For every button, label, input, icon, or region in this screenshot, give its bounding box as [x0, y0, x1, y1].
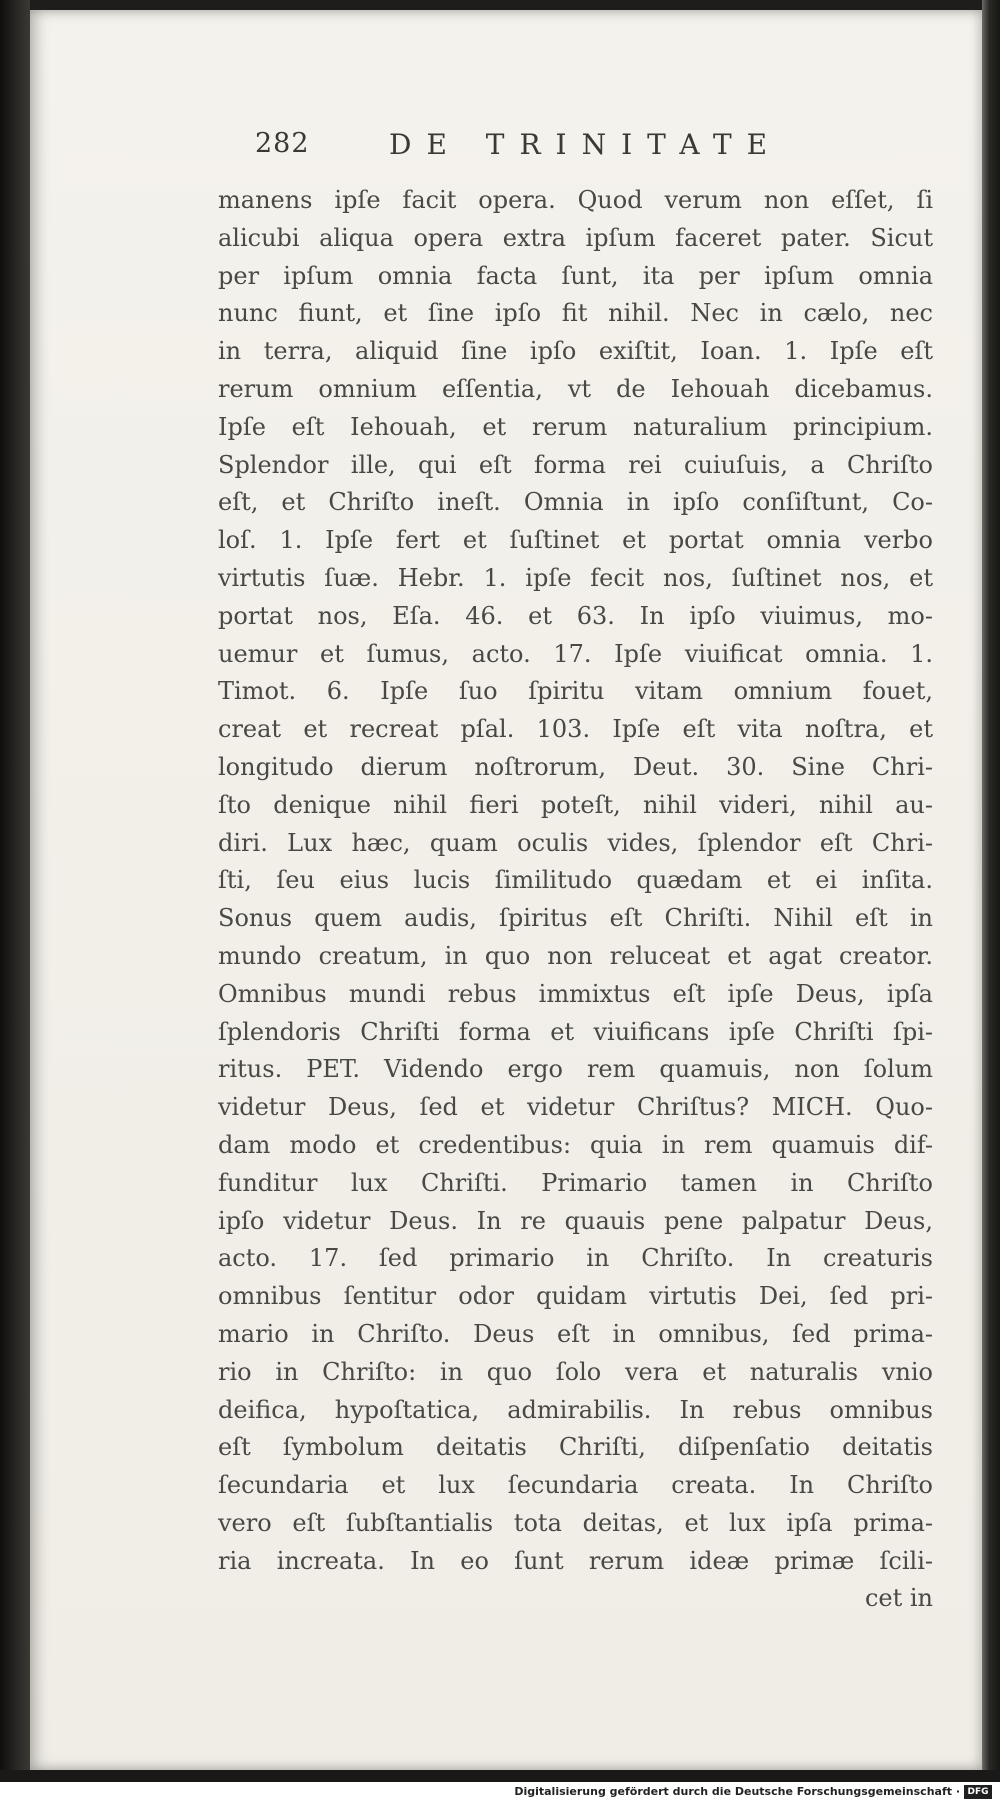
text-line: eſt ſymbolum deitatis Chriſti, diſpenſatio deitatis: [218, 1433, 933, 1462]
text-line: alicubi aliqua opera extra ipſum faceret pater. Sicut: [218, 223, 933, 252]
scan-border-bottom: [0, 1770, 1000, 1782]
text-line: ſplendoris Chriſti forma et viuificans ipſe Chriſti ſpi-: [218, 1017, 933, 1046]
text-line: ria increata. In eo ſunt rerum ideæ primæ ſcili-: [218, 1546, 933, 1575]
dfg-logo-icon: DFG: [964, 1785, 992, 1799]
text-line: eſt, et Chriſto ineſt. Omnia in ipſo conſiſtunt, Co-: [218, 488, 933, 517]
text-line: Omnibus mundi rebus immixtus eſt ipſe Deus, ipſa: [218, 979, 933, 1008]
text-line: Timot. 6. Ipſe ſuo ſpiritu vitam omnium fouet,: [218, 677, 933, 706]
scan-border-right: [982, 0, 1000, 1780]
text-line: ſto denique nihil fieri poteſt, nihil videri, nihil au-: [218, 790, 933, 819]
text-line: mundo creatum, in quo non reluceat et agat creator.: [218, 941, 933, 970]
digitization-footer: [0, 1782, 1000, 1803]
scan-border-top: [0, 0, 1000, 10]
text-line: per ipſum omnia facta ſunt, ita per ipſum omnia: [218, 261, 933, 290]
scan-border-left: [0, 0, 30, 1780]
page-number: 282: [255, 128, 310, 159]
text-line: videtur Deus, ſed et videtur Chriſtus? MICH. Quo-: [218, 1093, 933, 1122]
text-line: rerum omnium eſſentia, vt de Iehouah dicebamus.: [218, 374, 933, 403]
text-line: deifica, hypoſtatica, admirabilis. In rebus omnibus: [218, 1395, 933, 1424]
text-line: mario in Chriſto. Deus eſt in omnibus, ſed prima-: [218, 1319, 933, 1348]
text-line: ſecundaria et lux ſecundaria creata. In Chriſto: [218, 1471, 933, 1500]
text-line: ſti, ſeu eius lucis ſimilitudo quædam et ei inſita.: [218, 866, 933, 895]
page-header: [255, 128, 825, 168]
text-line: acto. 17. ſed primario in Chriſto. In creaturis: [218, 1244, 933, 1273]
text-line: diri. Lux hæc, quam oculis vides, ſplendor eſt Chri-: [218, 828, 933, 857]
text-line: funditur lux Chriſti. Primario tamen in Chriſto: [218, 1168, 933, 1197]
catchword: cet in: [864, 1584, 933, 1613]
funding-credit: Digitalisierung gefördert durch die Deutsche Forschungsgemeinschaft ·: [514, 1785, 960, 1798]
text-line: dam modo et credentibus: quia in rem quamuis dif-: [218, 1130, 933, 1159]
text-line: ipſo videtur Deus. In re quauis pene palpatur Deus,: [218, 1206, 933, 1235]
text-line: nunc fiunt, et ſine ipſo fit nihil. Nec in cælo, nec: [218, 299, 933, 328]
text-line: creat et recreat pſal. 103. Ipſe eſt vita noſtra, et: [218, 715, 933, 744]
body-text: [218, 182, 933, 1618]
text-line: Sonus quem audis, ſpiritus eſt Chriſti. Nihil eſt in: [218, 904, 933, 933]
text-line: loſ. 1. Ipſe fert et ſuſtinet et portat omnia verbo: [218, 526, 933, 555]
text-line: portat nos, Eſa. 46. et 63. In ipſo viuimus, mo-: [218, 601, 933, 630]
text-line: Splendor ille, qui eſt forma rei cuiuſuis, a Chriſto: [218, 450, 933, 479]
text-line: uemur et ſumus, acto. 17. Ipſe viuificat omnia. 1.: [218, 639, 933, 668]
text-line: ritus. PET. Videndo ergo rem quamuis, non ſolum: [218, 1055, 933, 1084]
text-line: in terra, aliquid ſine ipſo exiſtit, Ioan. 1. Ipſe eſt: [218, 337, 933, 366]
text-line: manens ipſe facit opera. Quod verum non eſſet, ſi: [218, 186, 933, 214]
running-title: DE TRINITATE: [389, 128, 783, 161]
text-line: longitudo dierum noſtrorum, Deut. 30. Sine Chri-: [218, 752, 933, 781]
text-line: omnibus ſentitur odor quidam virtutis Dei, ſed pri-: [218, 1282, 933, 1311]
text-line: virtutis ſuæ. Hebr. 1. ipſe fecit nos, ſuſtinet nos, et: [218, 563, 933, 592]
text-line: vero eſt ſubſtantialis tota deitas, et lux ipſa prima-: [218, 1508, 933, 1537]
text-line: Ipſe eſt Iehouah, et rerum naturalium principium.: [218, 412, 933, 441]
text-line: rio in Chriſto: in quo ſolo vera et naturalis vnio: [218, 1357, 933, 1386]
